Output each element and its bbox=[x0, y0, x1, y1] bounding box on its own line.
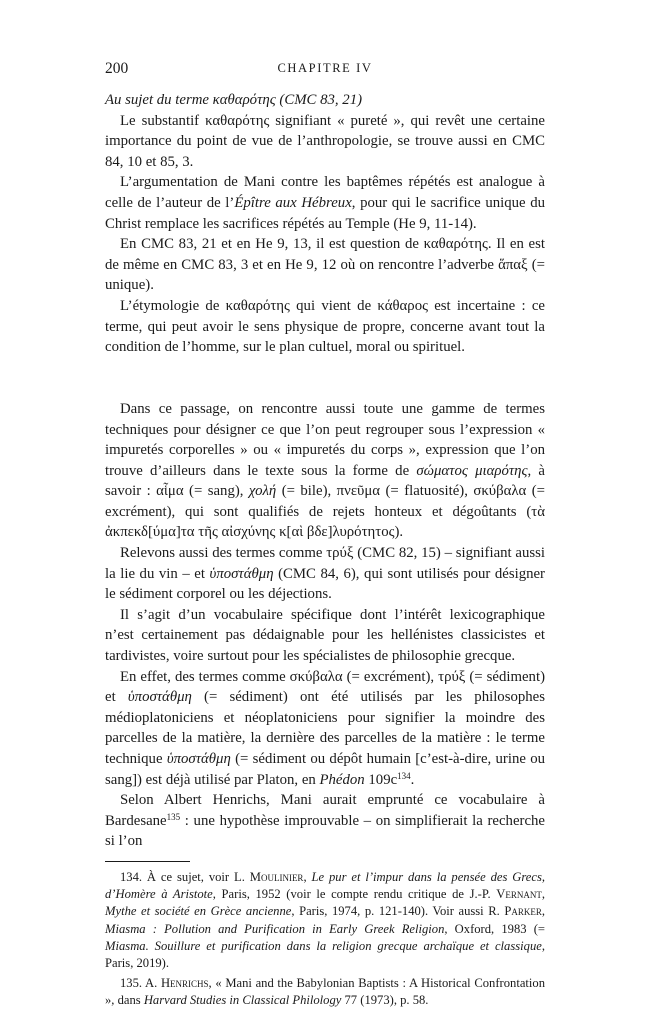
text-run: (= sédiment) et bbox=[105, 668, 545, 706]
running-head: CHAPITRE IV bbox=[277, 61, 373, 75]
text-run: , Paris, 2019). bbox=[105, 938, 545, 970]
greek-term: σκύβαλα bbox=[289, 668, 343, 685]
text-run: (= sédiment ou dépôt humain [c’est-à-dire, urine ou sang]) est déjà utilisé par Platon, en bbox=[105, 751, 546, 788]
greek-term: σώματος μιαρότης bbox=[416, 462, 528, 479]
text-run: Il s’agit d’un vocabulaire spécifique dont l’intérêt lexicographique n’est certainement pas dédaignable pour les hellénistes classicistes et tardivistes, voire surtout pour les spécialistes de philosophie grecque. bbox=[105, 606, 545, 665]
page-number: 200 bbox=[105, 60, 129, 77]
text-run: qui vient de bbox=[289, 297, 378, 314]
greek-term: καθαρότης bbox=[423, 236, 488, 253]
text-run: En effet, des termes comme bbox=[120, 668, 290, 685]
paragraph-8 bbox=[105, 667, 545, 791]
text-run: Dans ce passage, on rencontre aussi toute une gamme de termes techniques pour désigner ce que l’on peut regrouper sous l’expression « impuretés corporelles » ou « impuretés du corps », expression que l’on trouve d’ailleurs dans le texte sous la forme de bbox=[105, 400, 545, 479]
page-header bbox=[105, 60, 545, 80]
greek-term: ὑποστάθμη bbox=[209, 565, 274, 582]
work-title: Phédon bbox=[319, 771, 365, 788]
text-run: , bbox=[541, 887, 545, 902]
paragraph-1 bbox=[105, 111, 545, 173]
greek-term: τρύξ bbox=[326, 545, 354, 562]
greek-term: ὑποστάθμη bbox=[127, 689, 192, 706]
text-run: (= unique). bbox=[105, 256, 545, 294]
paragraph-5 bbox=[105, 399, 545, 543]
work-title: Miasma. Souillure et purification dans la religion grecque archaïque et classique bbox=[105, 938, 542, 953]
author-name: Henrichs bbox=[160, 976, 209, 991]
text-run: , « Mani and the Babylonian Baptists : A Historical Confrontation », dans bbox=[105, 976, 546, 1008]
text-run: (= sédiment) ont été utilisés par les philosophes médioplatoniciens et néoplatoniciens pour signifier la moindre des parcelles de la matière, la dernière des parcelles de la matière : le terme technique bbox=[105, 689, 545, 767]
greek-term: καθαρότης bbox=[205, 112, 270, 129]
text-run: : une hypothèse improuvable – on simplifierait la recherche si l’on bbox=[105, 812, 545, 850]
text-run: , Paris, 1952 (voir le compte rendu critique de J.-P. bbox=[212, 887, 497, 902]
work-title: Le pur et l’impur dans la pensée des Grecs, d’Homère à Aristote bbox=[105, 869, 546, 902]
text-run: . bbox=[410, 771, 415, 788]
text-run: signifiant « pureté », qui revêt une certaine importance du point de vue de l’anthropologie, se trouve aussi en CMC 84, 10 et 85, 3. bbox=[105, 112, 545, 170]
paragraph-2 bbox=[105, 172, 545, 234]
text-run: , bbox=[541, 904, 545, 919]
text-run: (= excrément), bbox=[342, 668, 439, 685]
greek-term: καθαρότης bbox=[225, 297, 290, 314]
text-run: ). bbox=[394, 524, 404, 541]
text-run: Relevons aussi des termes comme bbox=[120, 545, 327, 562]
text-run: , à savoir : bbox=[105, 462, 546, 500]
section-gap bbox=[105, 378, 545, 399]
text-run: L’argumentation de Mani contre les baptêmes répétés est analogue à celle de l’auteur de l’ bbox=[105, 174, 545, 211]
text-run: , Oxford, 1983 (= bbox=[444, 921, 545, 936]
text-run: En CMC 83, 21 et en He 9, 13, il est question de bbox=[120, 236, 424, 253]
author-name: Moulinier bbox=[249, 869, 304, 884]
text-run: (= flatuosité), bbox=[380, 483, 474, 500]
text-run: 134. À ce sujet, voir L. bbox=[120, 869, 250, 884]
text-run: 77 (1973), p. 58. bbox=[341, 993, 429, 1008]
footnote-divider bbox=[105, 861, 190, 862]
footnote-ref-134[interactable]: 134 bbox=[397, 770, 411, 781]
text-run: (CMC 82, 15) – signifiant aussi la lie du vin – et bbox=[105, 545, 546, 582]
text-run: 109c bbox=[364, 771, 398, 788]
work-title: Épître aux Hébreux bbox=[234, 194, 352, 211]
paragraph-6 bbox=[105, 543, 545, 605]
greek-term: τρύξ bbox=[438, 668, 466, 685]
paragraph-3 bbox=[105, 234, 545, 296]
text-run: (= bile), bbox=[276, 483, 337, 500]
footnote-134 bbox=[105, 869, 545, 972]
greek-term: σκύβαλα bbox=[473, 483, 527, 500]
text-run: . Il en est de même en CMC 83, 3 et en He 9, 12 où on rencontre l’adverbe bbox=[105, 236, 545, 273]
text-run: (CMC 84, 6), qui sont utilisés pour désigner le sédiment corporel ou les déjections. bbox=[105, 565, 545, 603]
paragraph-9 bbox=[105, 790, 545, 852]
greek-term: κάθαρος bbox=[377, 297, 428, 314]
text-run: (= excrément), qui sont qualifiés de rejets honteux et dégoûtants ( bbox=[105, 483, 546, 520]
greek-term: ἅπαξ bbox=[498, 256, 528, 273]
text-run: L’étymologie de bbox=[120, 297, 226, 314]
author-name: Vernant bbox=[496, 887, 542, 902]
text-run: , Paris, 1974, p. 121-140). Voir aussi R. bbox=[291, 904, 505, 919]
greek-term: πνεῦμα bbox=[336, 483, 381, 500]
greek-term: χολή bbox=[248, 483, 277, 500]
work-title: Miasma : Pollution and Purification in Early Greek Religion bbox=[105, 921, 445, 936]
text-run: , bbox=[303, 869, 312, 884]
text-run: , pour qui le sacrifice unique du Christ remplace les sacrifices répétés au Temple (He 9, 11-14). bbox=[105, 194, 546, 232]
greek-term: αἷμα bbox=[156, 483, 184, 500]
section-heading: Au sujet du terme καθαρότης (CMC 83, 21) bbox=[105, 92, 363, 108]
footnote-135 bbox=[105, 975, 545, 1009]
text-run: (= sang), bbox=[183, 483, 249, 500]
main-text bbox=[105, 90, 545, 1013]
footnote-ref-135[interactable]: 135 bbox=[166, 811, 181, 822]
text-run: Selon Albert Henrichs, Mani aurait emprunté ce vocabulaire à Bardesane bbox=[105, 792, 545, 829]
work-title: Harvard Studies in Classical Philology bbox=[143, 993, 342, 1008]
paragraph-4 bbox=[105, 296, 545, 358]
text-run: 135. A. bbox=[120, 976, 161, 991]
section-gap bbox=[105, 358, 545, 379]
paragraph-7 bbox=[105, 605, 545, 667]
text-run: Le substantif bbox=[120, 112, 206, 129]
greek-term: τὰ ἀκπεκδ[ύμα]τα τῆς αἰσχύνης κ[αὶ βδε]λυρότητος bbox=[105, 503, 545, 541]
author-name: Parker bbox=[504, 904, 542, 919]
work-title: Mythe et société en Grèce ancienne bbox=[105, 904, 292, 919]
greek-term: ὑποστάθμη bbox=[166, 751, 231, 767]
footnotes bbox=[105, 869, 545, 1010]
text-run: est incertaine : ce terme, qui peut avoir le sens physique de propre, concerne avant tout la condition de l’homme, sur le plan cultuel, moral ou spirituel. bbox=[105, 297, 545, 356]
